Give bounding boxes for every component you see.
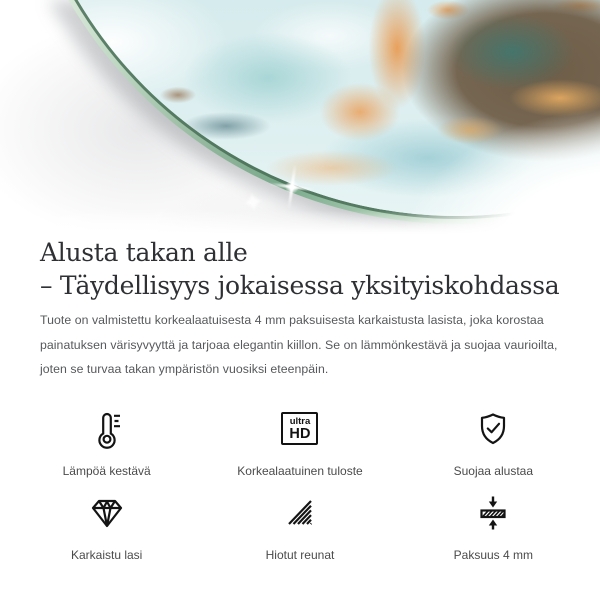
section-heading <box>40 236 562 302</box>
product-description: Tuote on valmistettu korkealaatuisesta 4 mm paksuisesta karkaistusta lasista, joka korostaa painatuksen värisyvyyttä ja tarjoaa elegantin kiillon. Se on lämmönkestävä ja suojaa vaurioilta, joten se turvaa takan ympäristön vuosiksi eteenpäin. <box>40 313 558 377</box>
shield-check-icon <box>473 406 513 452</box>
ultra-hd-icon <box>281 406 318 452</box>
thickness-icon <box>473 490 513 536</box>
polished-edges-icon <box>280 490 320 536</box>
features-grid <box>10 406 590 563</box>
ultra-hd-icon-text-bottom: HD <box>289 425 311 442</box>
feature-label: Paksuus 4 mm <box>453 547 533 562</box>
feature-item-protects-base <box>397 406 590 479</box>
thermometer-icon <box>87 406 127 452</box>
feature-label: Lämpöä kestävä <box>62 463 151 478</box>
heading-line-2: – Täydellisyys jokaisessa yksityiskohdassa <box>40 271 560 300</box>
feature-item-tempered-glass <box>10 490 203 563</box>
feature-label: Korkealaatuinen tuloste <box>237 463 363 478</box>
ultra-hd-icon-text-top: ultra <box>289 415 311 427</box>
feature-item-heat-resistant <box>10 406 203 479</box>
feature-label: Hiotut reunat <box>265 547 335 562</box>
feature-label: Suojaa alustaa <box>453 463 534 478</box>
feature-item-polished-edges <box>203 490 396 563</box>
product-image <box>0 0 600 234</box>
diamond-icon <box>87 490 127 536</box>
heading-line-1: Alusta takan alle <box>40 238 248 267</box>
photo-fade-overlay <box>0 0 600 234</box>
feature-item-print-quality <box>203 406 396 479</box>
feature-label: Karkaistu lasi <box>70 547 143 562</box>
feature-item-thickness <box>397 490 590 563</box>
